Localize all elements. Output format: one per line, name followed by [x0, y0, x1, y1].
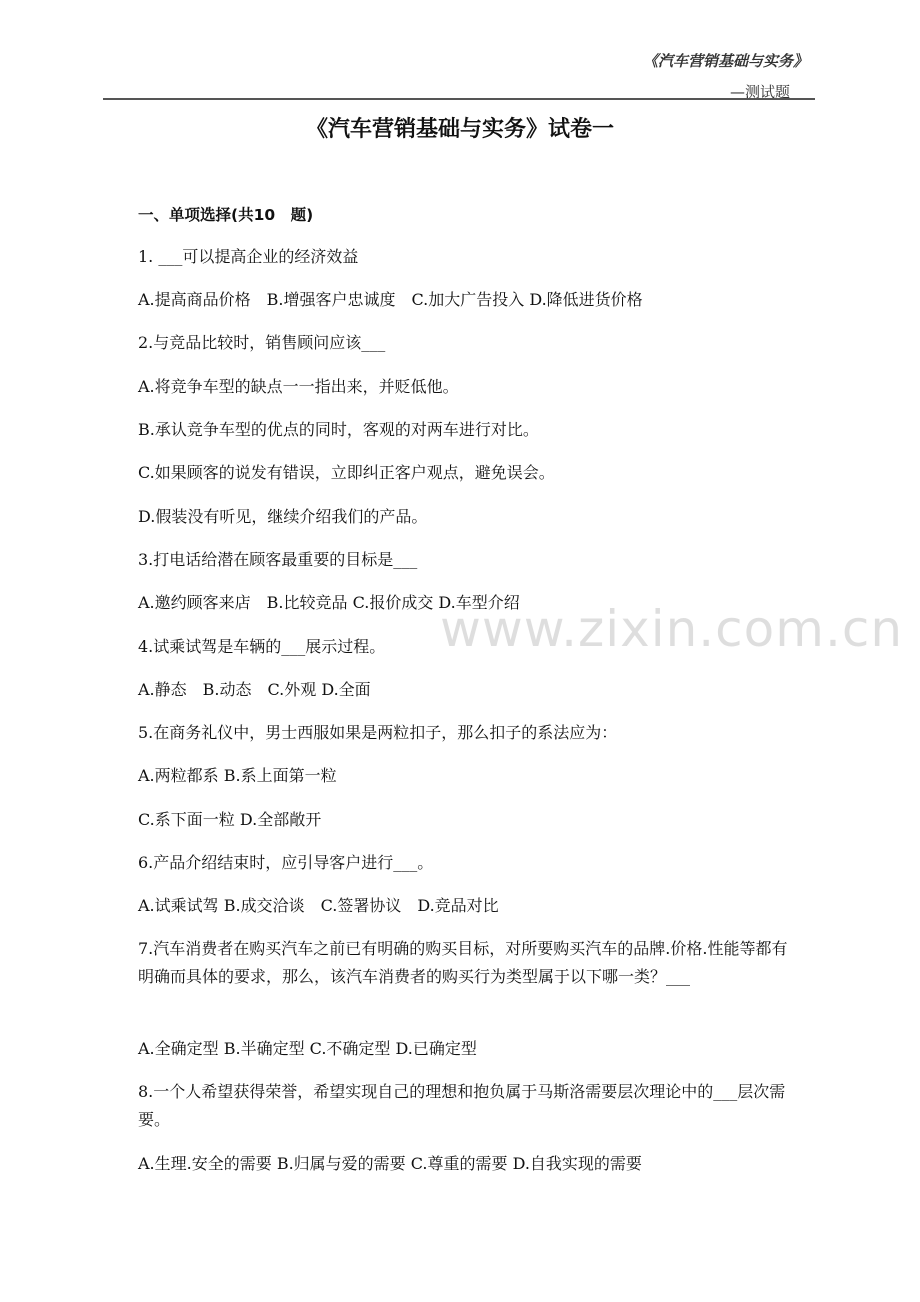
options-1: A.提高商品价格 B.增强客户忠诚度 C.加大广告投入 D.降低进货价格 [138, 290, 643, 309]
option-2a: A.将竞争车型的缺点一一指出来，并贬低他。 [138, 377, 459, 396]
option-2c: C.如果顾客的说发有错误，立即纠正客户观点，避免误会。 [138, 463, 555, 482]
header-rule [103, 98, 815, 100]
options-8: A.生理.安全的需要 B.归属与爱的需要 C.尊重的需要 D.自我实现的需要 [138, 1154, 642, 1173]
question-1: 1. ___可以提高企业的经济效益 [138, 247, 359, 266]
question-8: 8.一个人希望获得荣誉，希望实现自己的理想和抱负属于马斯洛需要层次理论中的___层次需要。 [138, 1082, 786, 1129]
header-subtitle: —测试题 [729, 83, 790, 101]
option-2d: D.假装没有听见，继续介绍我们的产品。 [138, 507, 428, 526]
watermark: www.zixin.com.cn [440, 600, 904, 658]
options-7: A.全确定型 B.半确定型 C.不确定型 D.已确定型 [138, 1039, 477, 1058]
options-5-cd: C.系下面一粒 D.全部敞开 [138, 810, 322, 829]
section-heading: 一、单项选择(共10 题) [138, 206, 314, 224]
options-5-ab: A.两粒都系 B.系上面第一粒 [138, 766, 337, 785]
options-4: A.静态 B.动态 C.外观 D.全面 [138, 680, 371, 699]
header-book-title: 《汽车营销基础与实务》 [642, 52, 808, 70]
question-3: 3.打电话给潜在顾客最重要的目标是___ [138, 550, 418, 569]
question-5: 5.在商务礼仪中，男士西服如果是两粒扣子，那么扣子的系法应为： [138, 723, 618, 742]
question-6: 6.产品介绍结束时，应引导客户进行___。 [138, 853, 434, 872]
question-2: 2.与竞品比较时，销售顾问应该___ [138, 333, 386, 352]
question-4: 4.试乘试驾是车辆的___展示过程。 [138, 637, 386, 656]
question-7: 7.汽车消费者在购买汽车之前已有明确的购买目标，对所要购买汽车的品牌.价格.性能等都有明确而具体的要求，那么，该汽车消费者的购买行为类型属于以下哪一类？___ [138, 939, 788, 986]
options-6: A.试乘试驾 B.成交洽谈 C.签署协议 D.竞品对比 [138, 896, 499, 915]
page-title: 《汽车营销基础与实务》试卷一 [305, 117, 614, 142]
option-2b: B.承认竞争车型的优点的同时，客观的对两车进行对比。 [138, 420, 539, 439]
options-3: A.邀约顾客来店 B.比较竞品 C.报价成交 D.车型介绍 [138, 593, 520, 612]
